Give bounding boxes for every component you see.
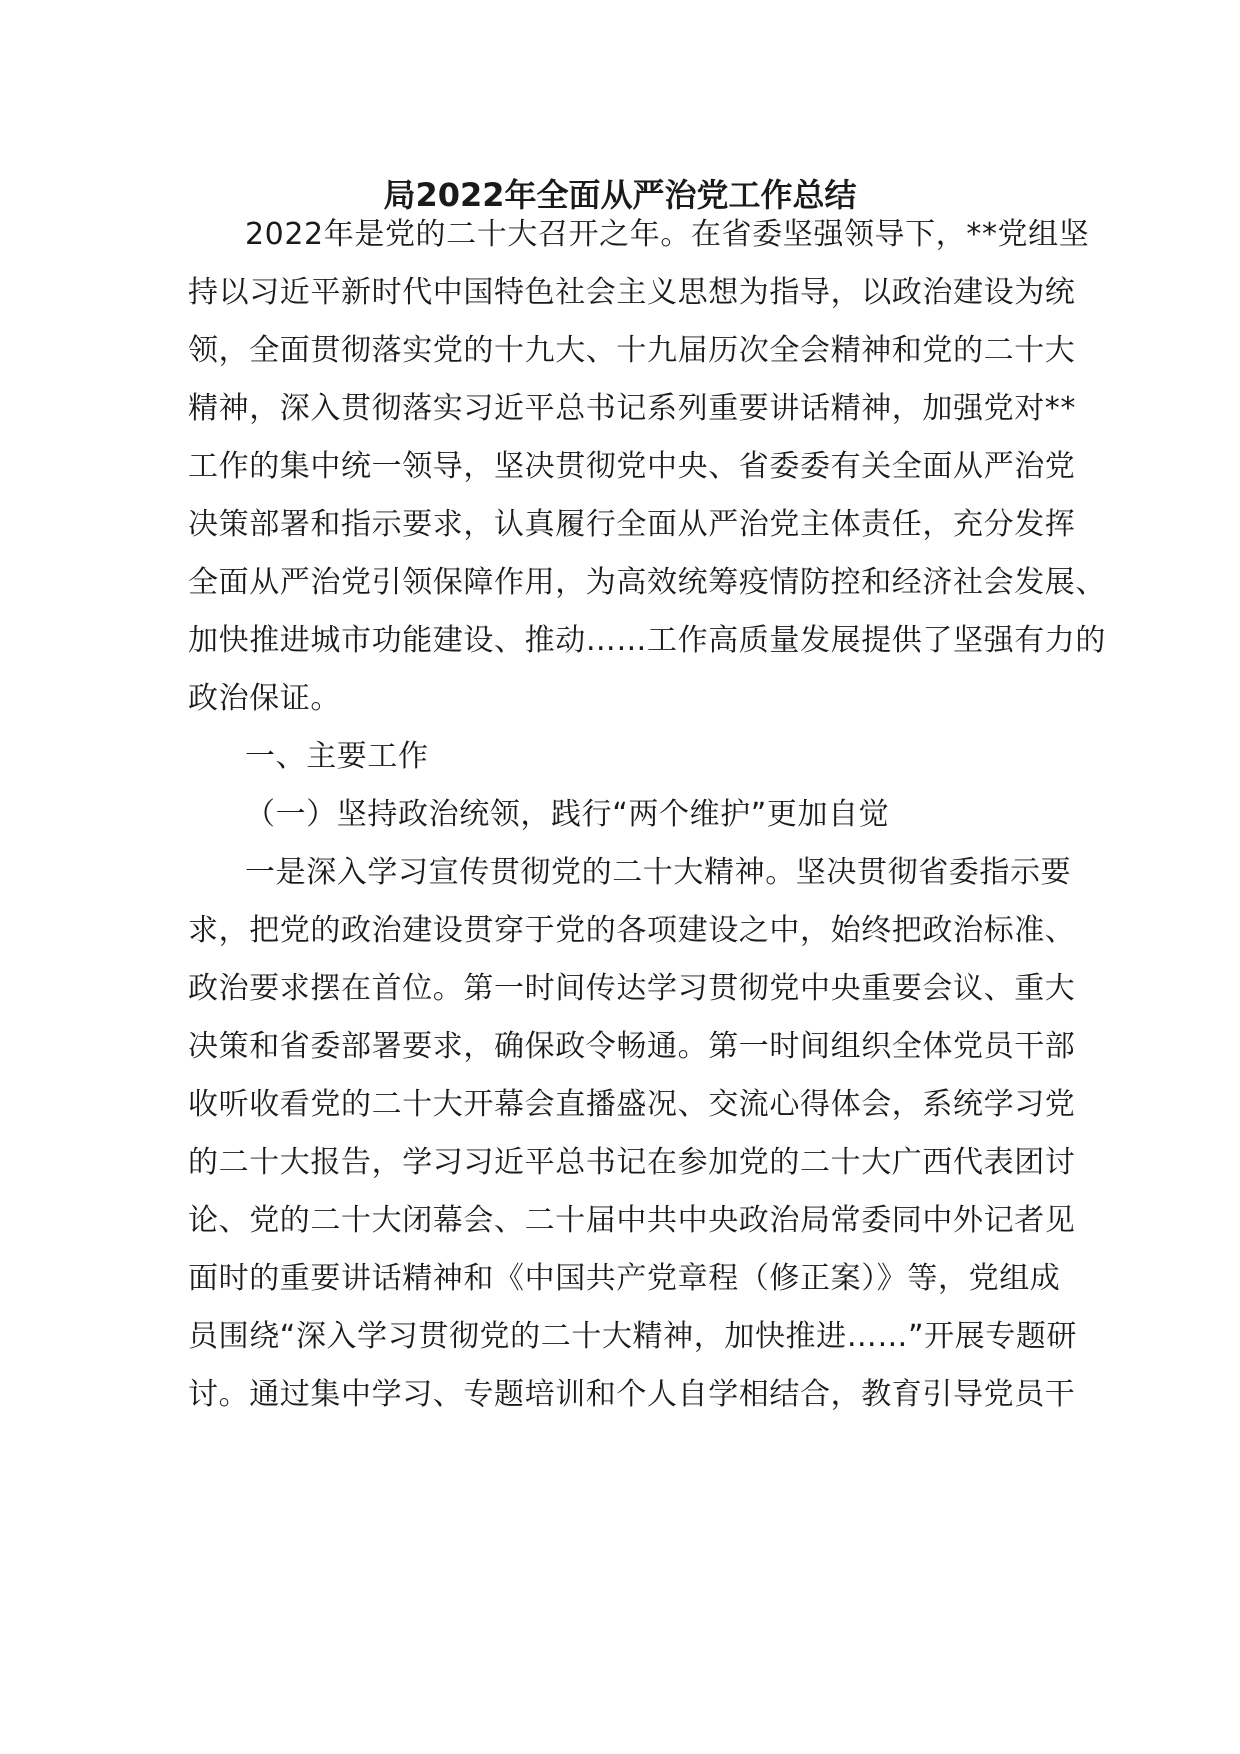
document-title: 局2022年全面从严治党工作总结: [383, 176, 857, 214]
body-line: 求，把党的政治建设贯穿于党的各项建设之中，始终把政治标准、: [188, 913, 1076, 948]
intro-line: 持以习近平新时代中国特色社会主义思想为指导，以政治建设为统: [188, 275, 1076, 310]
body-line: 的二十大报告，学习习近平总书记在参加党的二十大广西代表团讨: [188, 1145, 1076, 1180]
intro-line: 政治保证。: [188, 681, 341, 716]
section-heading: 一、主要工作: [245, 739, 429, 774]
body-line: 员围绕“深入学习贯彻党的二十大精神，加快推进……”开展专题研: [188, 1319, 1078, 1354]
intro-line: 全面从严治党引领保障作用，为高效统筹疫情防控和经济社会发展、: [188, 565, 1106, 600]
intro-line: 2022年是党的二十大召开之年。在省委坚强领导下，**党组坚: [245, 217, 1090, 252]
intro-line: 决策部署和指示要求，认真履行全面从严治党主体责任，充分发挥: [188, 507, 1076, 542]
body-line: 决策和省委部署要求，确保政令畅通。第一时间组织全体党员干部: [188, 1029, 1076, 1064]
body-line: 面时的重要讲话精神和《中国共产党章程（修正案）》等，党组成: [188, 1261, 1061, 1296]
body-line: 论、党的二十大闭幕会、二十届中共中央政治局常委同中外记者见: [188, 1203, 1076, 1238]
subsection-heading: （一）坚持政治统领，践行“两个维护”更加自觉: [245, 797, 890, 832]
body-line: 讨。通过集中学习、专题培训和个人自学相结合，教育引导党员干: [188, 1377, 1076, 1412]
intro-line: 加快推进城市功能建设、推动……工作高质量发展提供了坚强有力的: [188, 623, 1106, 658]
intro-line: 工作的集中统一领导，坚决贯彻党中央、省委委有关全面从严治党: [188, 449, 1076, 484]
body-line: 一是深入学习宣传贯彻党的二十大精神。坚决贯彻省委指示要: [245, 855, 1072, 890]
body-line: 收听收看党的二十大开幕会直播盛况、交流心得体会，系统学习党: [188, 1087, 1076, 1122]
intro-line: 精神，深入贯彻落实习近平总书记系列重要讲话精神，加强党对**: [188, 391, 1076, 426]
intro-line: 领，全面贯彻落实党的十九大、十九届历次全会精神和党的二十大: [188, 333, 1076, 368]
body-line: 政治要求摆在首位。第一时间传达学习贯彻党中央重要会议、重大: [188, 971, 1076, 1006]
